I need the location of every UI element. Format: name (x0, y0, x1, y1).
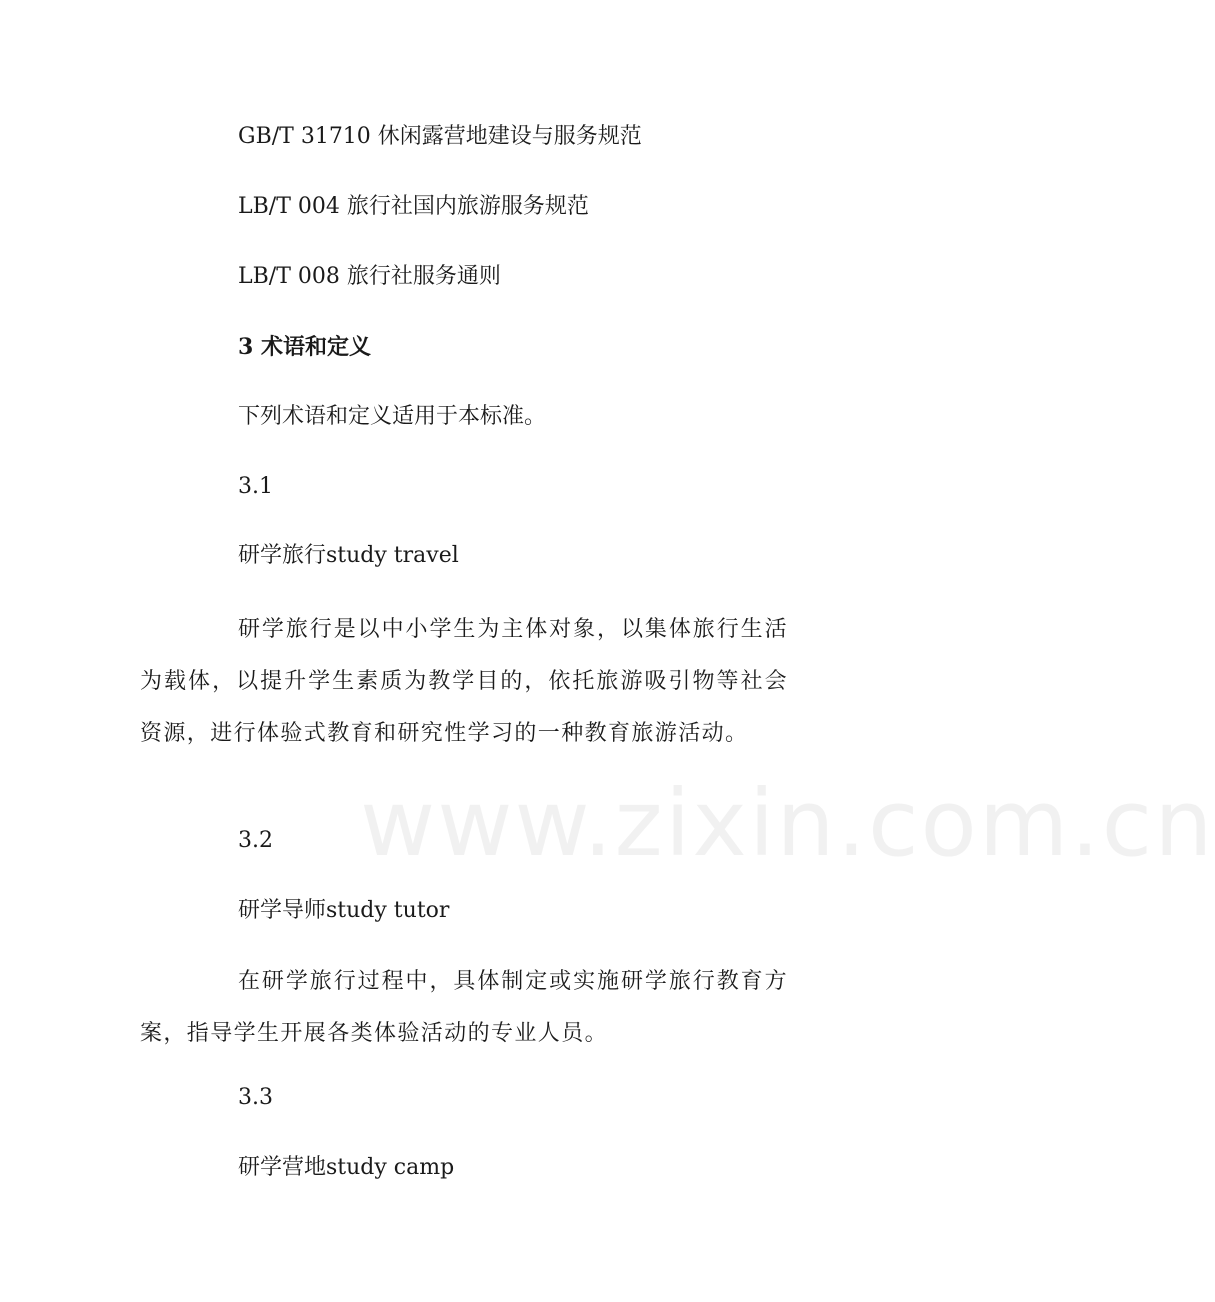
reference-line: LB/T 008 旅行社服务通则 (238, 264, 501, 289)
reference-line: LB/T 004 旅行社国内旅游服务规范 (238, 194, 589, 219)
term-number: 3.1 (238, 474, 273, 499)
term-number: 3.3 (238, 1085, 273, 1110)
term-definition: 研学旅行是以中小学生为主体对象，以集体旅行生活为载体，以提升学生素质为教学目的，依托旅游吸引物等社会资源，进行体验式教育和研究性学习的一种教育旅游活动。 (140, 617, 788, 746)
section-intro: 下列术语和定义适用于本标准。 (238, 404, 547, 429)
term-name: 研学营地study camp (238, 1155, 455, 1180)
term-name: 研学旅行study travel (238, 543, 459, 568)
reference-line: GB/T 31710 休闲露营地建设与服务规范 (238, 124, 642, 149)
watermark: www.zixin.com.cn (360, 770, 1215, 877)
section-heading: 3 术语和定义 (238, 334, 371, 360)
term-number: 3.2 (238, 828, 273, 853)
term-definition: 在研学旅行过程中，具体制定或实施研学旅行教育方案，指导学生开展各类体验活动的专业人员。 (140, 969, 788, 1046)
term-name: 研学导师study tutor (238, 898, 450, 923)
